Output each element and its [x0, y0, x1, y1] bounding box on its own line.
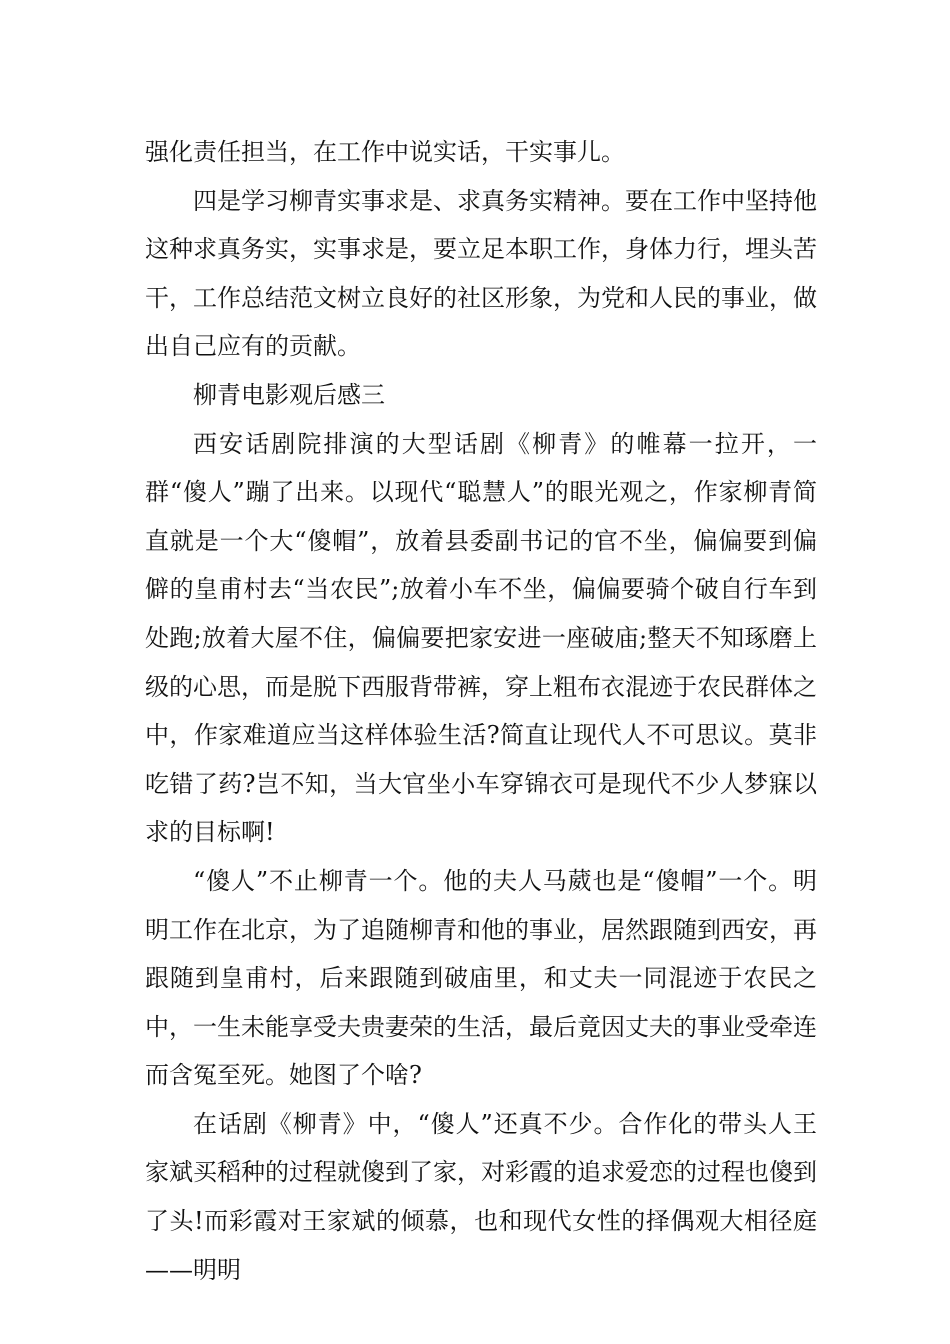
paragraph-4: “傻人”不止柳青一个。他的夫人马葳也是“傻帽”一个。明明工作在北京，为了追随柳青和他的事业，居然跟随到西安，再跟随到皇甫村，后来跟随到破庙里，和丈夫一同混迹于农民之中，一生未能享受夫贵妻荣的生活，最后竟因丈夫的事业受牵连而含冤至死。她图了个啥?: [145, 866, 817, 1090]
paragraph-2: 四是学习柳青实事求是、求真务实精神。要在工作中坚持他这种求真务实，实事求是，要立足本职工作，身体力行，埋头苦干，工作总结范文树立良好的社区形象，为党和人民的事业，做出自己应有的贡献。: [145, 186, 817, 361]
paragraph-1: 强化责任担当，在工作中说实话，干实事儿。: [145, 138, 625, 166]
section-heading: 柳青电影观后感三: [193, 380, 385, 409]
document-body: [145, 128, 817, 1294]
paragraph-3: 西安话剧院排演的大型话剧《柳青》的帷幕一拉开，一群“傻人”蹦了出来。以现代“聪慧人”的眼光观之，作家柳青简直就是一个大“傻帽”，放着县委副书记的官不坐，偏偏要到偏僻的皇甫村去“当农民”;放着小车不坐，偏偏要骑个破自行车到处跑;放着大屋不住，偏偏要把家安进一座破庙;整天不知琢磨上级的心思，而是脱下西服背带裤，穿上粗布衣混迹于农民群体之中，作家难道应当这样体验生活?简直让现代人不可思议。莫非吃错了药?岂不知，当大官坐小车穿锦衣可是现代不少人梦寐以求的目标啊!: [145, 429, 817, 847]
paragraph-5: 在话剧《柳青》中，“傻人”还真不少。合作化的带头人王家斌买稻种的过程就傻到了家，对彩霞的追求爱恋的过程也傻到了头!而彩霞对王家斌的倾慕，也和现代女性的择偶观大相径庭——明明: [145, 1109, 817, 1284]
